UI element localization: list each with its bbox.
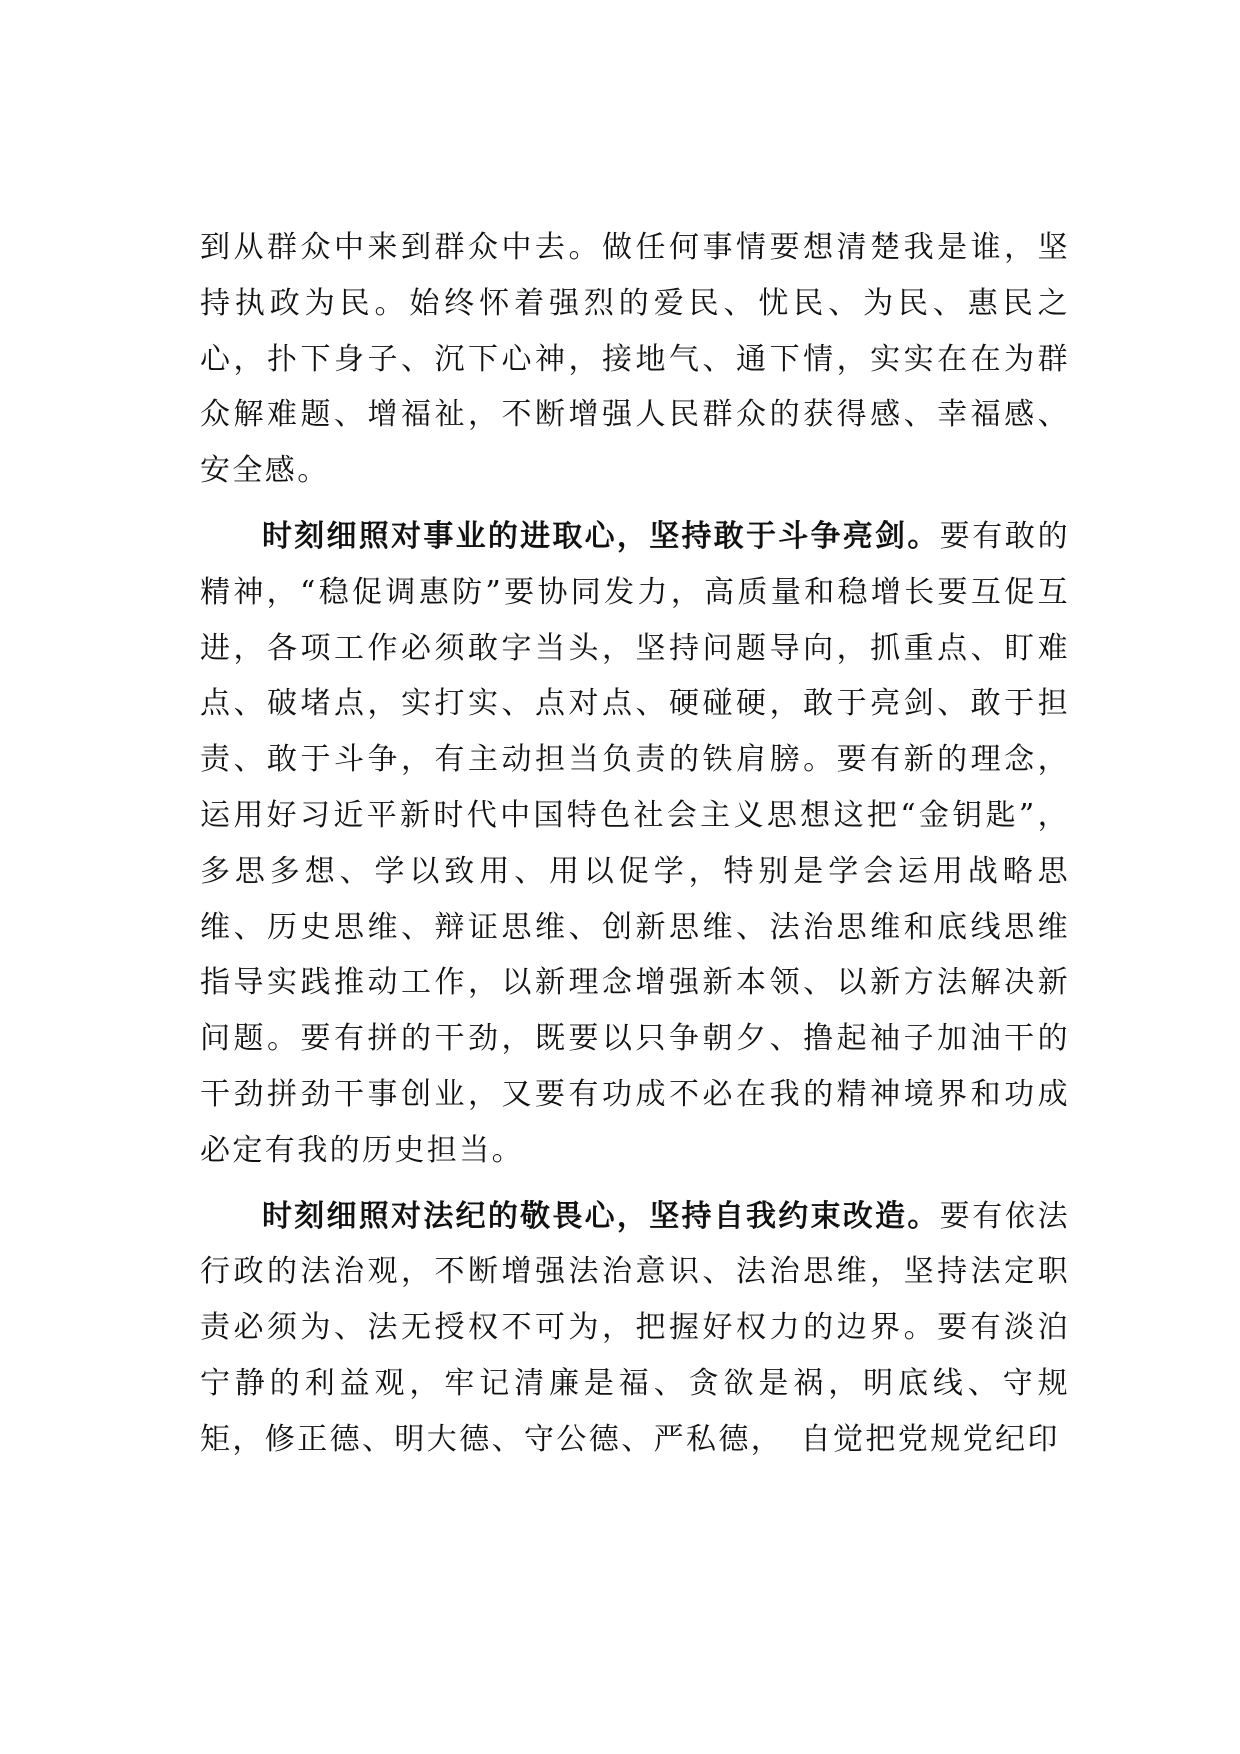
paragraph-2 xyxy=(200,509,1070,1179)
paragraph-2-text: 要有敢的精神，“稳促调惠防”要协同发力，高质量和稳增长要互促互进，各项工作必须敢字当头，坚持问题导向，抓重点、盯难点、破堵点，实打实、点对点、硬碰硬，敢于亮剑、敢于担责、敢于斗争，有主动担当负责的铁肩膀。要有新的理念，运用好习近平新时代中国特色社会主义思想这把“金钥匙”，多思多想、学以致用、用以促学，特别是学会运用战略思维、历史思维、辩证思维、创新思维、法治思维和底线思维指导实践推动工作，以新理念增强新本领、以新方法解决新问题。要有拼的干劲，既要以只争朝夕、撸起袖子加油干的干劲拼劲干事创业，又要有功成不必在我的精神境界和功成必定有我的历史担当。 xyxy=(200,518,1070,1168)
paragraph-1-text: 到从群众中来到群众中去。做任何事情要想清楚我是谁，坚持执政为民。始终怀着强烈的爱民、忧民、为民、惠民之心，扑下身子、沉下心神，接地气、通下情，实实在在为群众解难题、增福祉，不断增强人民群众的获得感、幸福感、安全感。 xyxy=(200,230,1070,489)
paragraph-3 xyxy=(200,1189,1070,1468)
paragraph-3-text: 要有依法行政的法治观，不断增强法治意识、法治思维，坚持法定职责必须为、法无授权不可为，把握好权力的边界。要有淡泊宁静的利益观，牢记清廉是福、贪欲是祸，明底线、守规矩，修正德、明大德、守公德、严私德， 自觉把党规党纪印 xyxy=(200,1198,1070,1457)
paragraph-3-heading: 时刻细照对法纪的敬畏心，坚持自我约束改造。 xyxy=(262,1198,940,1234)
paragraph-1 xyxy=(200,220,1070,499)
paragraph-2-heading: 时刻细照对事业的进取心，坚持敢于斗争亮剑。 xyxy=(262,518,940,554)
document-body xyxy=(200,220,1070,1468)
